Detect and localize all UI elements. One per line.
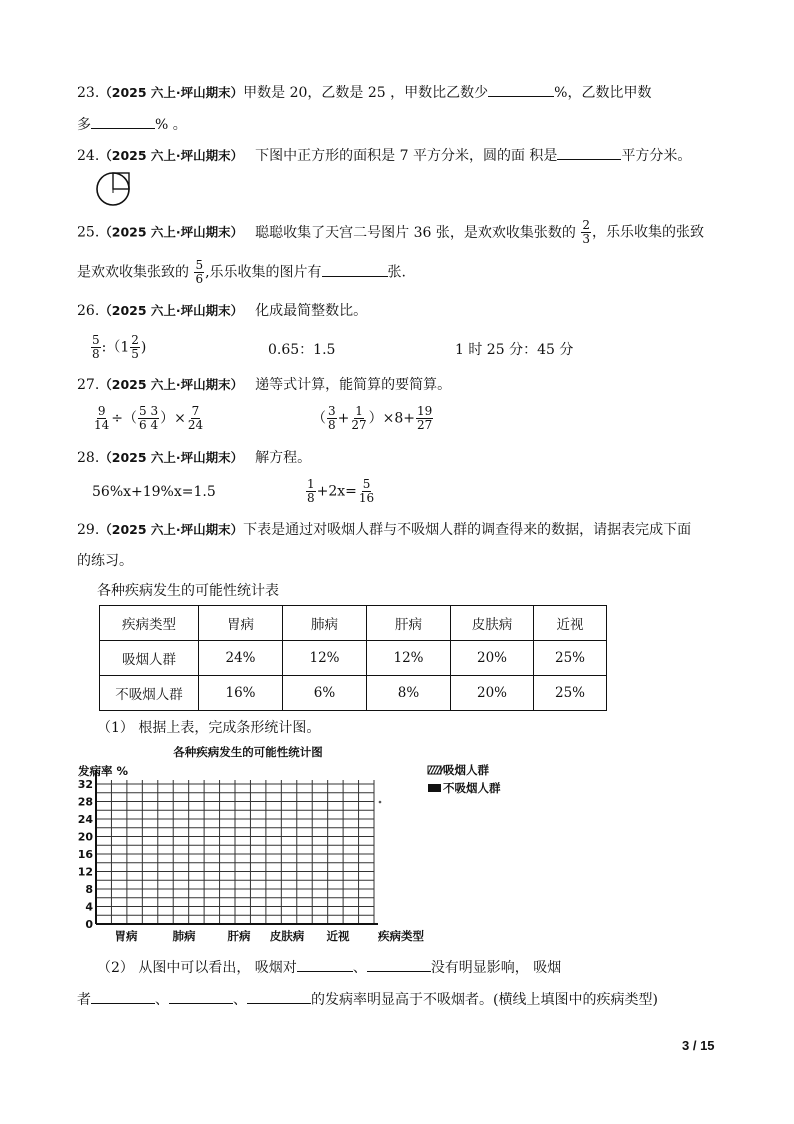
question-text: ,乐乐收集的图片有 bbox=[205, 264, 322, 281]
chart-title: 各种疾病发生的可能性统计图 bbox=[173, 745, 323, 759]
question-text: 没有明显影响， 吸烟 bbox=[430, 960, 562, 976]
table-cell: 20% bbox=[451, 641, 534, 676]
table-cell: 16% bbox=[199, 676, 283, 711]
table-row bbox=[100, 676, 607, 711]
page-number: 3 / 15 bbox=[682, 1038, 715, 1053]
table-cell: 8% bbox=[367, 676, 451, 711]
x-category-label: 近视 bbox=[326, 929, 350, 943]
legend-swatch-nonsmokers bbox=[428, 784, 441, 792]
legend-label: 不吸烟人群 bbox=[443, 781, 501, 795]
question-25-line-2 bbox=[77, 259, 406, 286]
statistics-table bbox=[99, 605, 607, 711]
question-text: 、 bbox=[155, 992, 169, 1008]
question-text: 下图中正方形的面积是 7 平方分米，圆的面 积是 bbox=[255, 148, 558, 164]
calc-expression-1: $\frac{9}{14}$ ÷（ $\frac{5 3}{6 4}$ ）× $\frac{7}{24}$ bbox=[94, 404, 204, 432]
x-category-label: 皮肤病 bbox=[269, 929, 305, 943]
table-cell: 6% bbox=[283, 676, 367, 711]
table-cell: 12% bbox=[283, 641, 367, 676]
question-source: （2025 六上·坪山期末） bbox=[99, 522, 244, 537]
table-cell: 肝病 bbox=[367, 606, 451, 641]
ratio-item-3: 1 时 25 分：45 分 bbox=[455, 342, 574, 358]
question-source: （2025 六上·坪山期末） bbox=[99, 377, 244, 392]
question-text: %，乙数比甲数 bbox=[554, 85, 652, 101]
table-cell: 肺病 bbox=[283, 606, 367, 641]
ratio-item-2: 0.65：1.5 bbox=[268, 342, 336, 358]
equation-1: 56%x+19%x=1.5 bbox=[92, 484, 216, 500]
legend-swatch-smokers bbox=[428, 766, 444, 774]
answer-blank[interactable] bbox=[169, 990, 233, 1004]
question-text: 、 bbox=[233, 992, 247, 1008]
question-number: 23. bbox=[77, 85, 100, 101]
question-number: 25. bbox=[77, 224, 100, 241]
ratio-item-1: $\frac{5}{8}$ :（1 $\frac{2}{5}$ ) bbox=[92, 333, 147, 361]
y-tick-label: 4 bbox=[85, 900, 93, 914]
legend-label: 吸烟人群 bbox=[443, 763, 489, 777]
answer-blank[interactable] bbox=[322, 263, 388, 277]
question-source: （2025 六上·坪山期末） bbox=[99, 450, 244, 465]
x-category-label: 胃病 bbox=[114, 929, 138, 943]
question-text: 平方分米。 bbox=[621, 148, 692, 164]
chart-dot bbox=[379, 801, 382, 804]
question-number: 29. bbox=[77, 522, 100, 538]
question-text: 化成最简整数比。 bbox=[255, 303, 368, 319]
table-row bbox=[100, 641, 607, 676]
circle-square-figure bbox=[95, 170, 133, 208]
table-title: 各种疾病发生的可能性统计表 bbox=[97, 583, 279, 599]
question-text: 是欢欢收集张致的 bbox=[77, 264, 189, 281]
table-cell: 25% bbox=[534, 641, 607, 676]
table-cell: 12% bbox=[367, 641, 451, 676]
question-text: 张. bbox=[387, 264, 406, 281]
y-tick-label: 24 bbox=[77, 813, 93, 826]
sub-question-2-line-2 bbox=[77, 989, 658, 1009]
question-number: 28. bbox=[77, 450, 100, 466]
question-25-line-1 bbox=[77, 219, 704, 246]
question-text: ，乐乐收集的张致 bbox=[591, 224, 704, 241]
table-cell: 不吸烟人群 bbox=[100, 676, 199, 711]
table-cell: 吸烟人群 bbox=[100, 641, 199, 676]
answer-blank[interactable] bbox=[557, 146, 621, 160]
question-text: % 。 bbox=[155, 117, 187, 133]
question-text: 、 bbox=[352, 960, 367, 976]
table-cell: 近视 bbox=[534, 606, 607, 641]
question-source: （2025 六上·坪山期末） bbox=[99, 148, 244, 163]
bar-chart bbox=[76, 742, 512, 950]
y-tick-label: 12 bbox=[77, 865, 93, 879]
chart-y-axis-label: 发病率 % bbox=[78, 764, 129, 778]
question-source: （2025 六上·坪山期末） bbox=[99, 85, 244, 100]
table-cell: 20% bbox=[451, 676, 534, 711]
question-text: 多 bbox=[77, 117, 91, 133]
question-23-line-1 bbox=[77, 82, 651, 102]
question-text: 聪聪收集了天宫二号图片 36 张，是欢欢收集张数的 bbox=[255, 224, 576, 241]
table-cell: 24% bbox=[199, 641, 283, 676]
answer-blank[interactable] bbox=[488, 83, 554, 97]
chart-legend bbox=[428, 763, 501, 795]
answer-blank[interactable] bbox=[247, 990, 311, 1004]
question-24-line bbox=[77, 145, 691, 165]
answer-blank[interactable] bbox=[91, 990, 155, 1004]
sub-question-2-line-1 bbox=[97, 957, 561, 977]
chart-axes bbox=[78, 770, 382, 943]
question-source: （2025 六上·坪山期末） bbox=[99, 303, 244, 318]
question-text: （2） 从图中可以看出， 吸烟对 bbox=[97, 960, 297, 976]
question-text: 下表是通过对吸烟人群与不吸烟人群的调查得来的数据，请据表完成下面 bbox=[243, 522, 692, 538]
question-number: 27. bbox=[77, 377, 100, 393]
equation-2: $\frac{1}{8}$ +2x= $\frac{5}{16}$ bbox=[307, 477, 375, 505]
question-text: 甲数是 20，乙数是 25 ，甲数比乙数少 bbox=[243, 85, 489, 101]
question-text: 递等式计算，能简算的要简算。 bbox=[255, 377, 452, 393]
y-tick-label: 0 bbox=[85, 918, 93, 931]
table-cell: 疾病类型 bbox=[100, 606, 199, 641]
question-number: 24. bbox=[77, 148, 100, 164]
y-tick-label: 32 bbox=[77, 778, 93, 791]
calc-expression-2: （ $\frac{3}{8}$ + $\frac{1}{27}$ ）×8+ $\frac{19}{27}$ bbox=[312, 404, 433, 432]
question-27-line bbox=[77, 374, 451, 394]
question-23-line-2 bbox=[77, 114, 187, 134]
y-tick-label: 20 bbox=[77, 830, 93, 844]
question-number: 26. bbox=[77, 303, 100, 319]
table-cell: 皮肤病 bbox=[451, 606, 534, 641]
x-category-label: 肝病 bbox=[227, 929, 251, 943]
fraction: $\frac{2}{3}$ bbox=[582, 218, 590, 246]
question-source: （2025 六上·坪山期末） bbox=[99, 224, 244, 240]
chart-grid bbox=[96, 780, 374, 924]
fraction: $\frac{5}{6}$ bbox=[195, 258, 204, 286]
question-text: 的发病率明显高于不吸烟者。(横线上填图中的疾病类型) bbox=[311, 992, 658, 1008]
y-tick-label: 28 bbox=[77, 795, 93, 809]
y-tick-label: 16 bbox=[77, 848, 93, 861]
answer-blank[interactable] bbox=[91, 115, 155, 129]
table-cell: 25% bbox=[534, 676, 607, 711]
y-tick-label: 8 bbox=[85, 883, 93, 896]
question-29-line-1 bbox=[77, 519, 691, 539]
answer-blank[interactable] bbox=[297, 958, 353, 972]
sub-question-1: （1） 根据上表，完成条形统计图。 bbox=[97, 720, 321, 736]
answer-blank[interactable] bbox=[367, 958, 431, 972]
question-28-line bbox=[77, 447, 311, 467]
question-26-line bbox=[77, 300, 367, 320]
x-category-label: 肺病 bbox=[172, 929, 196, 943]
table-cell: 胃病 bbox=[199, 606, 283, 641]
question-29-line-2: 的练习。 bbox=[77, 553, 133, 569]
chart-x-axis-label: 疾病类型 bbox=[378, 929, 424, 943]
question-text: 解方程。 bbox=[255, 450, 312, 466]
table-row bbox=[100, 606, 607, 641]
question-text: 者 bbox=[77, 992, 91, 1008]
